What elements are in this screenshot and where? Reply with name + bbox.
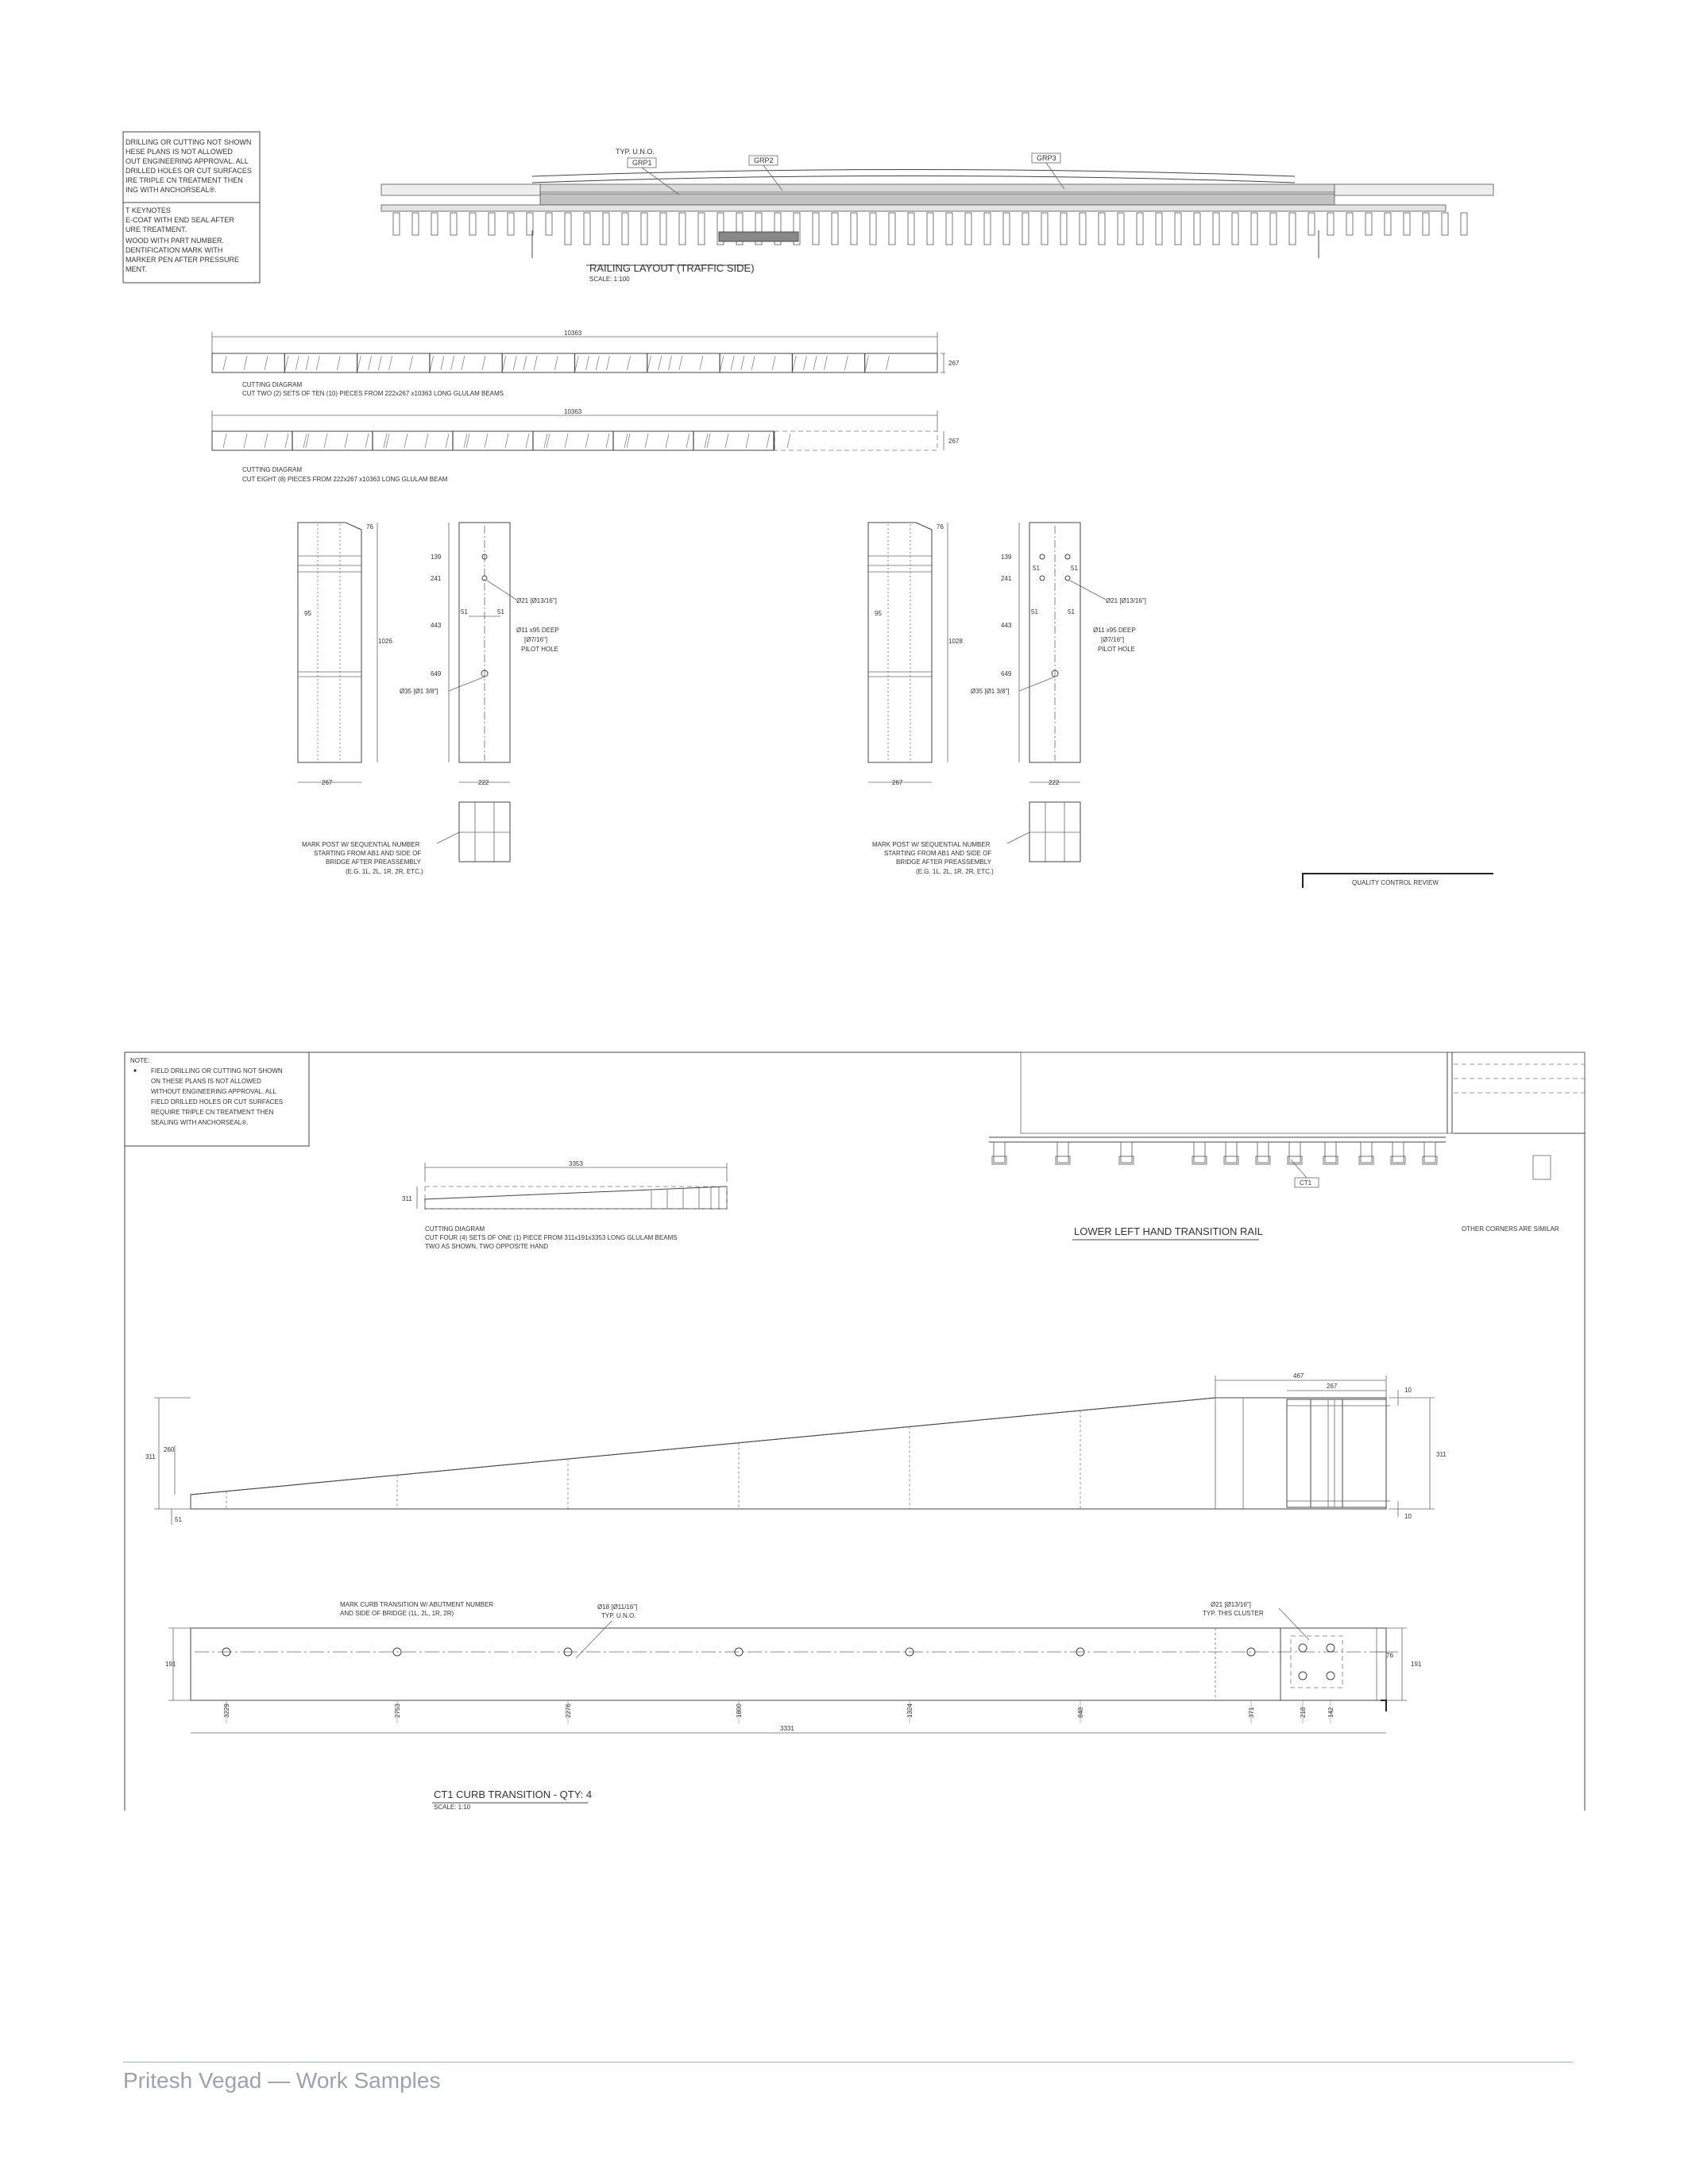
post-top-dim: 76 [937, 523, 944, 531]
pile [1041, 213, 1048, 245]
pile [1442, 213, 1448, 235]
pile [1393, 1142, 1404, 1163]
segment-hatch [628, 356, 631, 370]
cut2-length-dim: 10363 [564, 408, 582, 415]
cut-desc-2: TWO AS SHOWN, TWO OPPOSITE HAND [425, 1243, 548, 1250]
pile [984, 213, 991, 245]
pile [994, 1142, 1005, 1163]
railing-layout-title: RAILING LAYOUT (TRAFFIC SIDE) [589, 262, 755, 274]
hole-centerlines [226, 1410, 1080, 1509]
hole-label-2b: [Ø7/16"] [1101, 636, 1125, 643]
segment-hatch [700, 356, 703, 370]
segment-hatch [686, 434, 689, 448]
pile [393, 213, 400, 235]
d241: 241 [431, 575, 442, 582]
segment-hatch [451, 356, 454, 370]
mark-post-1: MARK POST W/ SEQUENTIAL NUMBER [872, 841, 991, 848]
hole-label-2c: PILOT HOLE [521, 646, 558, 653]
segment-hatch [669, 356, 672, 370]
mark-curb-1: MARK CURB TRANSITION W/ ABUTMENT NUMBER [340, 1601, 494, 1608]
segment-hatch [741, 356, 744, 370]
cut-segments [223, 431, 790, 450]
segment-hatch [824, 356, 827, 370]
d260: 260 [164, 1446, 175, 1453]
segment-hatch [575, 356, 578, 370]
top-drawing-sheet [0, 0, 1688, 905]
segment-hatch [462, 356, 465, 370]
d467: 467 [1293, 1372, 1304, 1379]
cut2-desc: CUT EIGHT (8) PIECES FROM 222x267 x10363 LONG GLULAM BEAM [242, 476, 448, 483]
pile [1003, 213, 1010, 245]
pile-row [992, 1142, 1437, 1164]
segment-hatch [410, 356, 413, 370]
d51b: 51 [1071, 565, 1078, 572]
plan-dimensions [223, 1700, 1335, 1723]
d443: 443 [431, 622, 442, 629]
segment-hatch [645, 434, 648, 448]
pile [1118, 213, 1124, 245]
ct1-scale: SCALE: 1:10 [434, 1804, 471, 1811]
segment-hatch [886, 356, 889, 370]
pile [546, 213, 552, 235]
d443: 443 [1001, 622, 1012, 629]
pile-cap [1323, 1156, 1338, 1164]
pile [641, 213, 647, 245]
pile-cap [1288, 1156, 1302, 1164]
pile-row [393, 213, 1467, 245]
plan-offset-dim: 1800 [736, 1704, 743, 1718]
d76: 76 [1386, 1652, 1393, 1659]
bottom-drawing-sheet [0, 1040, 1688, 1843]
pile [1175, 213, 1181, 245]
mark-post-1: MARK POST W/ SEQUENTIAL NUMBER [302, 841, 420, 848]
pile [508, 213, 514, 235]
d51a: 51 [1031, 608, 1038, 615]
plan-offset-dim: 3229 [223, 1704, 230, 1718]
segment-hatch [389, 356, 392, 370]
mark-post-2: STARTING FROM AB1 AND SIDE OF [884, 850, 992, 857]
d311-right: 311 [1436, 1451, 1447, 1458]
pile [603, 213, 609, 245]
pile-cap [1224, 1156, 1238, 1164]
qc-review-label: QUALITY CONTROL REVIEW [1352, 879, 1439, 886]
pile [1257, 1142, 1269, 1163]
post-side-dim: 95 [304, 610, 311, 617]
keynote-line: WOOD WITH PART NUMBER. [126, 237, 225, 245]
segment-hatch [357, 356, 361, 370]
transition-cutting-diagram [402, 1160, 727, 1250]
segment-hatch [513, 356, 516, 370]
cut-desc-1: CUT FOUR (4) SETS OF ONE (1) PIECE FROM 311x191x3353 LONG GLULAM BEAMS [425, 1234, 678, 1241]
plan-offset-dim: 142 [1327, 1707, 1335, 1718]
pile [1194, 213, 1200, 245]
pile-cap [1119, 1156, 1134, 1164]
keynote-line: URE TREATMENT. [126, 226, 187, 233]
ct1-tag: CT1 [1300, 1179, 1312, 1187]
cut-label: CUTTING DIAGRAM [425, 1225, 485, 1233]
segment-hatch [306, 356, 309, 370]
post-width-dim: 267 [322, 779, 333, 786]
post-side-dim: 95 [875, 610, 882, 617]
segment-hatch [265, 434, 268, 448]
segment-hatch [813, 356, 817, 370]
pile [1461, 213, 1467, 235]
hole-cluster-label-a: Ø21 [Ø13/16"] [1211, 1601, 1251, 1608]
pile [622, 213, 628, 245]
pile [1022, 213, 1029, 245]
pile-cap [1256, 1156, 1270, 1164]
pile [1308, 213, 1315, 235]
segment-hatch [803, 356, 806, 370]
post-height-dim: 1028 [948, 638, 963, 645]
segment-hatch [369, 356, 372, 370]
segment-hatch [378, 356, 381, 370]
d51a: 51 [1033, 565, 1040, 572]
d139: 139 [1001, 554, 1012, 561]
d649: 649 [1001, 670, 1012, 677]
pile [698, 213, 705, 245]
railing-layout-elevation [381, 148, 1493, 283]
quality-control-review-box [1303, 874, 1493, 888]
note-line: DRILLING OR CUTTING NOT SHOWN [126, 138, 252, 146]
d267: 267 [1327, 1383, 1338, 1390]
note-line: ON THESE PLANS IS NOT ALLOWED [151, 1078, 261, 1085]
plan-offset-dim: 371 [1248, 1707, 1255, 1718]
corners-similar-note: OTHER CORNERS ARE SIMILAR [1462, 1225, 1559, 1233]
segment-hatch [865, 356, 868, 370]
mark-post-4: (E.G. 1L, 2L, 1R, 2R, ETC.) [346, 868, 423, 875]
keynote-line: DENTIFICATION MARK WITH [126, 246, 223, 254]
cut2-height-dim: 267 [948, 438, 960, 445]
pile [1057, 1142, 1068, 1163]
segment-hatch [244, 434, 247, 448]
pile [1060, 213, 1067, 245]
d311-left: 311 [145, 1453, 156, 1461]
segment-hatch [565, 434, 568, 448]
segment-hatch [503, 356, 506, 370]
note-line: WITHOUT ENGINEERING APPROVAL. ALL [151, 1088, 276, 1095]
grp2-tag: GRP2 [754, 156, 774, 164]
hole-label-1: Ø21 [Ø13/16"] [516, 597, 557, 604]
pile [1346, 213, 1353, 235]
hole-label-2a: Ø11 x95 DEEP [1093, 627, 1136, 634]
pile [1270, 213, 1277, 245]
segment-hatch [666, 434, 669, 448]
pile [431, 213, 438, 235]
key-plan-view [989, 1052, 1585, 1187]
segment-hatch [265, 356, 268, 370]
note-line: FIELD DRILLING OR CUTTING NOT SHOWN [151, 1067, 283, 1075]
segment-hatch [648, 356, 651, 370]
segment-hatch [585, 434, 589, 448]
d241: 241 [1001, 575, 1012, 582]
segment-hatch [441, 356, 444, 370]
post-front-width-dim: 222 [1049, 779, 1060, 786]
note-title: NOTE: [130, 1057, 150, 1064]
pile [1404, 213, 1410, 235]
pile [946, 213, 952, 245]
segment-hatch [787, 434, 790, 448]
segment-hatch [446, 434, 449, 448]
post-detail-left [298, 523, 559, 875]
note-line: FIELD DRILLED HOLES OR CUT SURFACES [151, 1098, 284, 1106]
segment-hatch [793, 356, 796, 370]
plan-offset-dim: 848 [1077, 1707, 1084, 1718]
segment-hatch [526, 434, 529, 448]
hole-label-3: Ø35 [Ø1 3/8"] [400, 688, 438, 695]
hole-label-a: Ø18 [Ø11/16"] [597, 1603, 638, 1611]
post-width-dim: 267 [892, 779, 903, 786]
pile [1137, 213, 1143, 245]
note-line: DRILLED HOLES OR CUT SURFACES [126, 167, 252, 175]
cut1-length-dim: 10363 [564, 330, 582, 337]
hole-label-2b: [Ø7/16"] [524, 636, 548, 643]
pile [1385, 213, 1391, 235]
pile [889, 213, 895, 245]
segment-hatch [586, 356, 589, 370]
cut2-label: CUTTING DIAGRAM [242, 466, 303, 473]
d191-right: 191 [1411, 1661, 1422, 1668]
plan-offset-dim: 2753 [394, 1704, 401, 1718]
segment-hatch [404, 434, 408, 448]
hole-label-2c: PILOT HOLE [1098, 646, 1135, 653]
segment-hatch [295, 356, 299, 370]
ct1-title: CT1 CURB TRANSITION - QTY: 4 [434, 1788, 593, 1800]
segment-hatch [244, 356, 247, 370]
keynote-line: MARKER PEN AFTER PRESSURE [126, 256, 240, 264]
d10a: 10 [1404, 1387, 1412, 1394]
pile-cap [1056, 1156, 1070, 1164]
d51b: 51 [1068, 608, 1075, 615]
hole-label-3: Ø35 [Ø1 3/8"] [971, 688, 1010, 695]
segment-hatch [285, 434, 288, 448]
segment-hatch [316, 356, 319, 370]
hole-label-1: Ø21 [Ø13/16"] [1106, 597, 1146, 604]
segment-hatch [679, 356, 682, 370]
pile [965, 213, 971, 245]
grp1-tag: GRP1 [632, 159, 652, 167]
cutting-diagram-1 [212, 330, 960, 397]
pile [851, 213, 857, 245]
pile-cap [1423, 1156, 1437, 1164]
post-height-dim: 1026 [378, 638, 392, 645]
segment-hatch [425, 434, 428, 448]
railing-layout-scale: SCALE: 1:100 [589, 276, 630, 283]
grp3-tag: GRP3 [1037, 154, 1056, 162]
cut-length-dim: 3353 [569, 1160, 583, 1167]
transition-rail-title: LOWER LEFT HAND TRANSITION RAIL [1074, 1225, 1263, 1237]
segment-hatch [554, 356, 558, 370]
segment-hatch [534, 356, 537, 370]
d10b: 10 [1404, 1513, 1412, 1520]
plan-offset-dim: 1324 [906, 1704, 914, 1718]
pile [1232, 213, 1238, 245]
hole-label-b: TYP. U.N.O. [601, 1612, 636, 1619]
pile-cap [1359, 1156, 1373, 1164]
segment-hatch [482, 356, 485, 370]
pile [679, 213, 686, 245]
note-line: ING WITH ANCHORSEAL®. [126, 186, 217, 194]
note-line: HESE PLANS IS NOT ALLOWED [126, 148, 233, 156]
segment-hatch [844, 356, 848, 370]
cutting-diagram-2 [212, 408, 960, 483]
d649: 649 [431, 670, 442, 677]
segment-hatch [345, 434, 348, 448]
pile [412, 213, 419, 235]
general-notes-box [123, 132, 260, 283]
mark-post-4: (E.G. 1L, 2L, 1R, 2R, ETC.) [916, 868, 994, 875]
pile [1213, 213, 1219, 245]
post-front-width-dim: 222 [478, 779, 489, 786]
pile [469, 213, 476, 235]
keynote-line: MENT. [126, 265, 147, 273]
d51: 51 [175, 1516, 182, 1523]
note-line: SEALING WITH ANCHORSEAL®. [151, 1119, 249, 1126]
segment-hatch [767, 434, 770, 448]
pile [1251, 213, 1257, 245]
plan-offset-dim: 2276 [565, 1704, 572, 1718]
segment-hatch [223, 356, 226, 370]
pile [1289, 213, 1296, 245]
field-note-box [125, 1052, 309, 1146]
segment-hatch [485, 434, 488, 448]
hole-cluster-label-b: TYP. THIS CLUSTER [1203, 1610, 1264, 1617]
pile [1099, 213, 1105, 245]
pile [1080, 213, 1086, 245]
d139: 139 [431, 554, 442, 561]
cut1-height-dim: 267 [948, 360, 960, 367]
segment-hatch [505, 434, 508, 448]
d51b: 51 [497, 608, 504, 615]
mark-post-2: STARTING FROM AB1 AND SIDE OF [314, 850, 422, 857]
segment-hatch [337, 356, 340, 370]
pile [1325, 1142, 1336, 1163]
transition-rail-plan [165, 1601, 1422, 1733]
pile [584, 213, 590, 245]
segment-hatch [365, 434, 369, 448]
pile-cap [1192, 1156, 1207, 1164]
cut1-label: CUTTING DIAGRAM [242, 381, 303, 388]
footer-text: Pritesh Vegad — Work Samples [123, 2068, 441, 2093]
segment-hatch [659, 356, 662, 370]
d51a: 51 [461, 608, 468, 615]
plan-offset-dim: 218 [1300, 1707, 1307, 1718]
pile [1226, 1142, 1237, 1163]
post-top-dim: 76 [366, 523, 373, 531]
pile [1424, 1142, 1435, 1163]
segment-hatch [285, 356, 288, 370]
pile [565, 213, 571, 245]
segment-hatch [431, 356, 434, 370]
pile [450, 213, 457, 235]
pile [1121, 1142, 1132, 1163]
segment-hatch [223, 434, 226, 448]
pile [660, 213, 666, 245]
cut-segments [223, 353, 889, 372]
hole-label-2a: Ø11 x95 DEEP [516, 627, 559, 634]
mark-post-3: BRIDGE AFTER PREASSEMBLY [326, 859, 421, 866]
segment-hatch [720, 356, 724, 370]
segment-hatch [772, 356, 775, 370]
keynote-line: T KEYNOTES [126, 206, 171, 214]
transition-rail-elevation [145, 1372, 1447, 1525]
pile [813, 213, 819, 245]
segment-hatch [731, 356, 734, 370]
segment-hatch [746, 434, 749, 448]
cut1-desc: CUT TWO (2) SETS OF TEN (10) PIECES FROM 222x267 x10363 LONG GLULAM BEAMS [242, 390, 504, 397]
pile [1423, 213, 1429, 235]
typ-uno-label: TYP. U.N.O. [616, 148, 655, 156]
mark-post-3: BRIDGE AFTER PREASSEMBLY [896, 859, 991, 866]
pile [1194, 1142, 1205, 1163]
cut-height-dim: 311 [402, 1195, 412, 1202]
note-line: IRE TRIPLE CN TREATMENT THEN [126, 176, 243, 184]
note-line: REQUIRE TRIPLE CN TREATMENT THEN [151, 1109, 274, 1116]
keynote-line: E-COAT WITH END SEAL AFTER [126, 216, 234, 224]
segment-hatch [324, 434, 327, 448]
pile [870, 213, 876, 245]
pile [1327, 213, 1334, 235]
pile [1365, 213, 1372, 235]
pile [832, 213, 838, 245]
pile [1361, 1142, 1372, 1163]
mark-curb-2: AND SIDE OF BRIDGE (1L, 2L, 1R, 2R) [340, 1610, 454, 1617]
segment-hatch [751, 356, 755, 370]
segment-hatch [725, 434, 728, 448]
segment-hatch [523, 356, 527, 370]
pile-cap [992, 1156, 1006, 1164]
segment-hatch [596, 356, 599, 370]
pile-cap [1391, 1156, 1405, 1164]
pile [1156, 213, 1162, 245]
plan-total-dim: 3331 [780, 1725, 794, 1732]
note-line: OUT ENGINEERING APPROVAL. ALL [126, 157, 249, 165]
pile [489, 213, 495, 235]
pile [908, 213, 914, 245]
post-detail-right [868, 523, 1146, 875]
d191-left: 191 [165, 1661, 176, 1668]
pile [927, 213, 933, 245]
segment-hatch [606, 434, 609, 448]
segment-hatch [607, 356, 610, 370]
